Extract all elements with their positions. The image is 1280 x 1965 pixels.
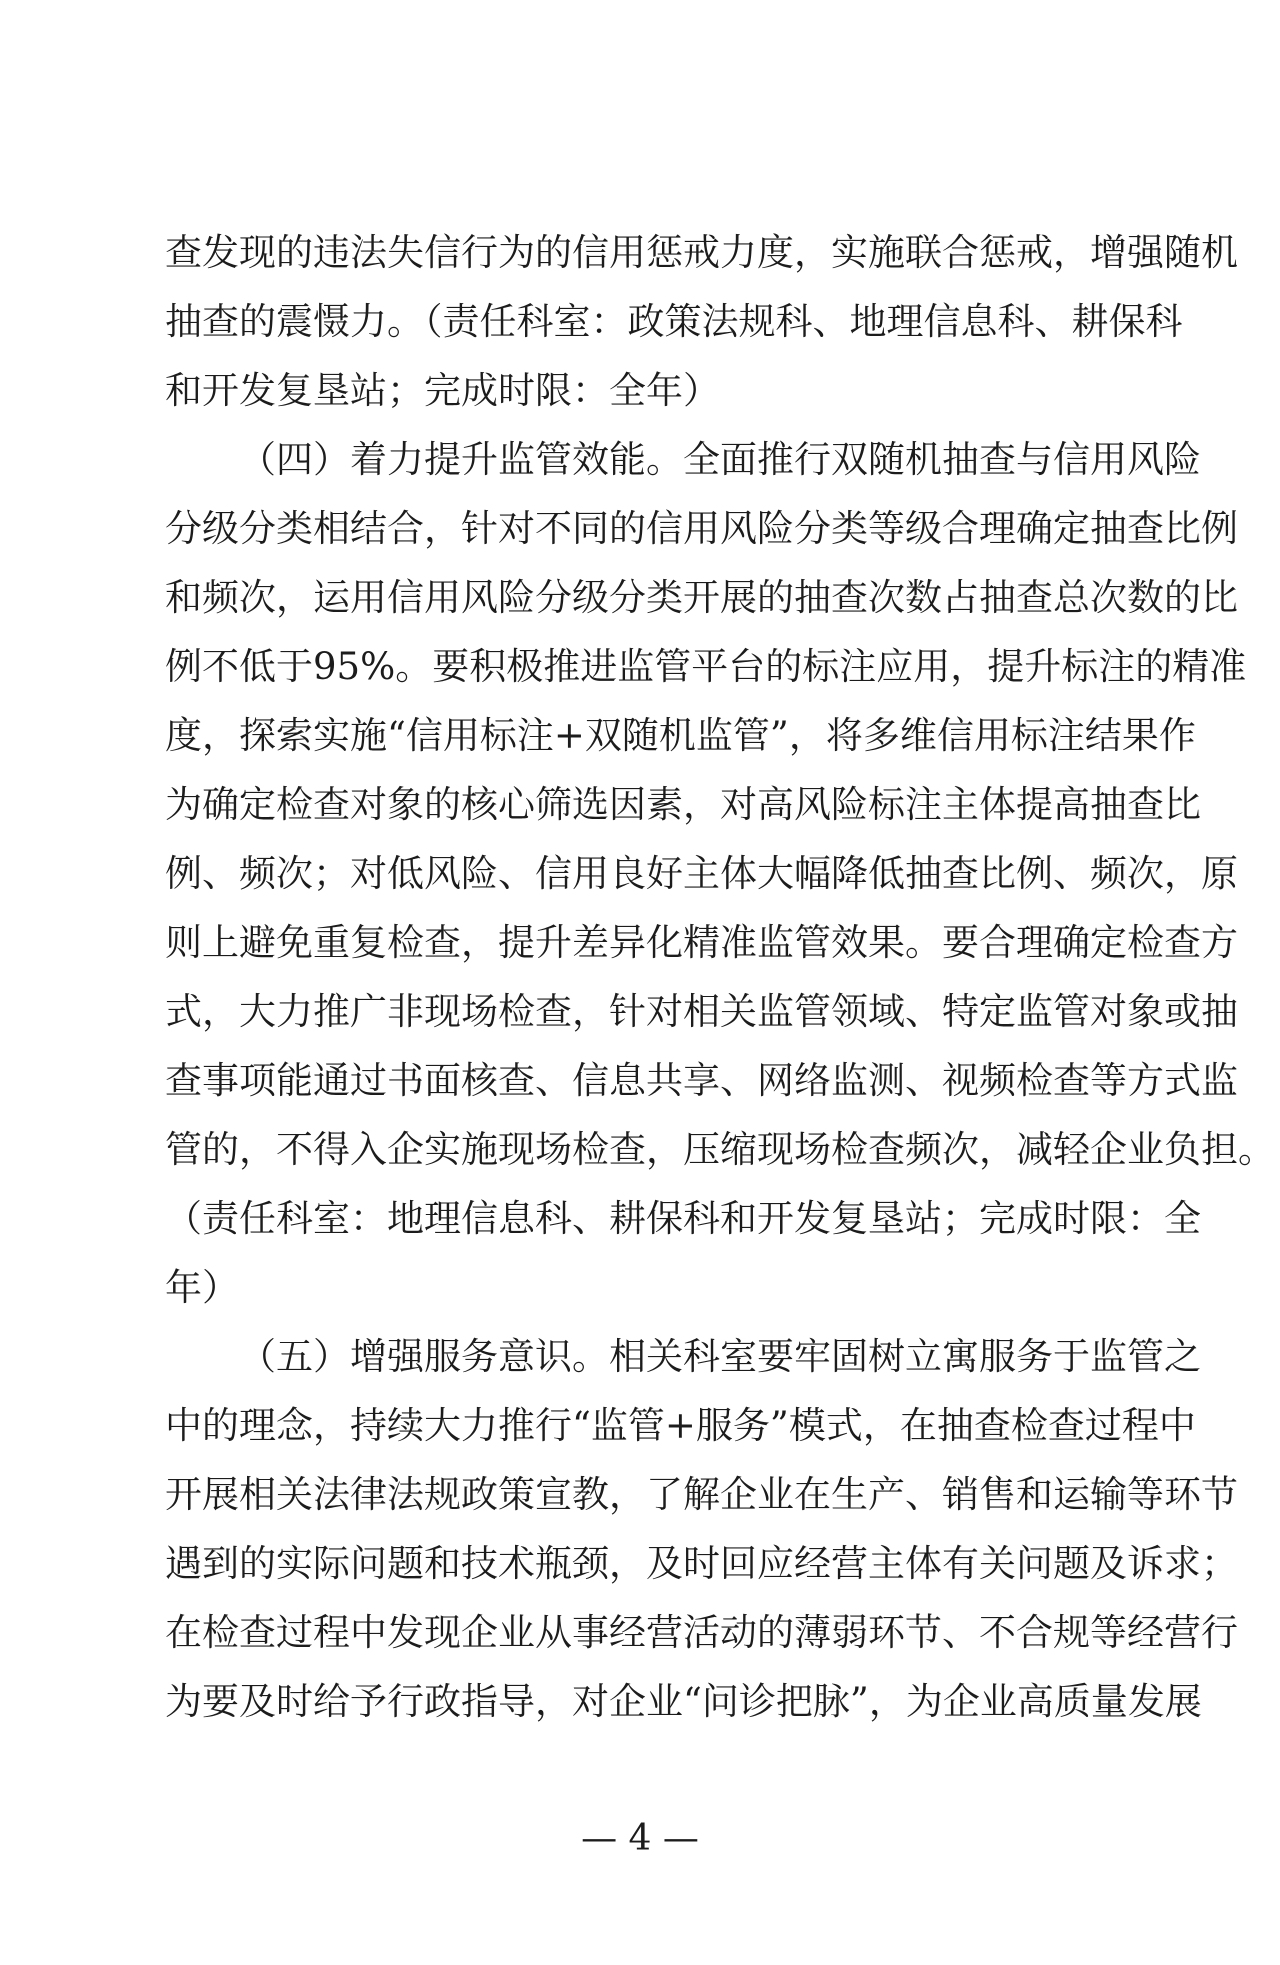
- text-line: 例不低于95%。要积极推进监管平台的标注应用，提升标注的精准: [165, 645, 1247, 688]
- text-line: 年）: [165, 1266, 239, 1309]
- section-heading-line: （四）着力提升监管效能。全面推行双随机抽查与信用风险: [239, 438, 1201, 481]
- body-text: [165, 218, 1275, 1736]
- text-line: 例、频次；对低风险、信用良好主体大幅降低抽查比例、频次，原: [165, 852, 1238, 895]
- text-line: 查发现的违法失信行为的信用惩戒力度，实施联合惩戒，增强随机: [165, 231, 1238, 274]
- text-line: 和开发复垦站；完成时限：全年）: [165, 369, 720, 412]
- section-heading-line: （五）增强服务意识。相关科室要牢固树立寓服务于监管之: [239, 1335, 1201, 1378]
- text-line: 查事项能通过书面核查、信息共享、网络监测、视频检查等方式监: [165, 1059, 1238, 1102]
- text-line: 中的理念，持续大力推行“监管+服务”模式，在抽查检查过程中: [165, 1404, 1196, 1447]
- text-line: 为确定检查对象的核心筛选因素，对高风险标注主体提高抽查比: [165, 783, 1201, 826]
- text-line: 在检查过程中发现企业从事经营活动的薄弱环节、不合规等经营行: [165, 1611, 1238, 1654]
- text-line: 和频次，运用信用风险分级分类开展的抽查次数占抽查总次数的比: [165, 576, 1238, 619]
- text-line: 度，探索实施“信用标注+双随机监管”，将多维信用标注结果作: [165, 714, 1196, 757]
- text-line: 为要及时给予行政指导，对企业“问诊把脉”，为企业高质量发展: [165, 1680, 1202, 1723]
- page-number: — 4 —: [581, 1818, 699, 1859]
- text-line: 遇到的实际问题和技术瓶颈，及时回应经营主体有关问题及诉求；: [165, 1542, 1238, 1585]
- text-line: 抽查的震慑力。（责任科室：政策法规科、地理信息科、耕保科: [165, 300, 1183, 343]
- text-line: （责任科室：地理信息科、耕保科和开发复垦站；完成时限：全: [165, 1197, 1201, 1240]
- text-line: 管的，不得入企实施现场检查，压缩现场检查频次，减轻企业负担。: [165, 1128, 1275, 1171]
- text-line: 开展相关法律法规政策宣教，了解企业在生产、销售和运输等环节: [165, 1473, 1238, 1516]
- text-line: 分级分类相结合，针对不同的信用风险分类等级合理确定抽查比例: [165, 507, 1238, 550]
- text-line: 式，大力推广非现场检查，针对相关监管领域、特定监管对象或抽: [165, 990, 1238, 1033]
- text-line: 则上避免重复检查，提升差异化精准监管效果。要合理确定检查方: [165, 921, 1238, 964]
